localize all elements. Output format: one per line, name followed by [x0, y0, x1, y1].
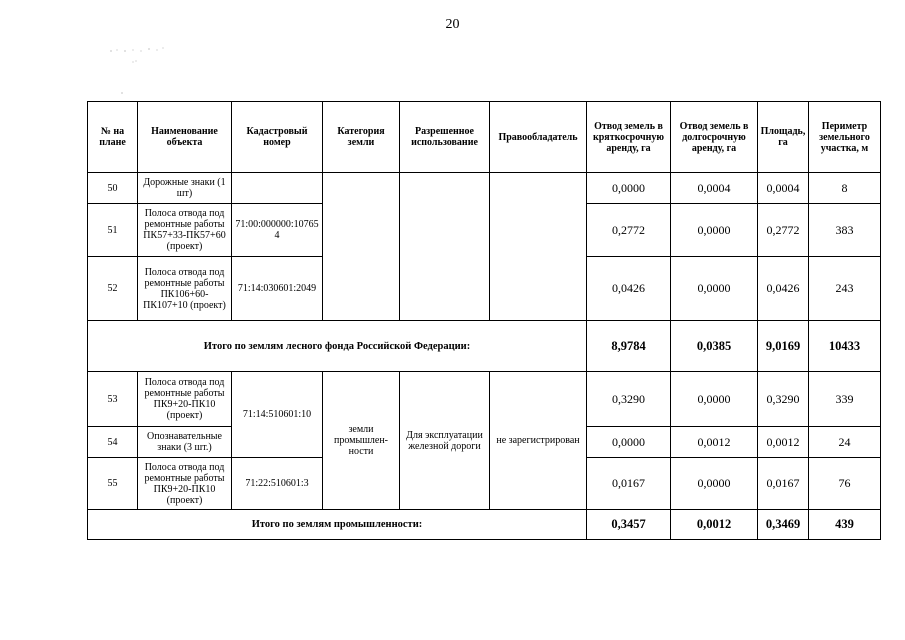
perimeter: 339	[809, 372, 881, 427]
header-long-term-lease: Отвод земель в долгосрочную аренду, га	[671, 102, 758, 173]
area: 0,0167	[758, 458, 809, 510]
header-row	[88, 102, 881, 173]
header-area: Площадь, га	[758, 102, 809, 173]
land-allocation-table	[87, 101, 881, 540]
industry-total-long-term: 0,0012	[671, 510, 758, 540]
plan-number: 55	[88, 458, 138, 510]
forest-total-label: Итого по землям лесного фонда Российской Федерации:	[88, 321, 587, 372]
header-land-category: Категория земли	[323, 102, 400, 173]
forest-total-long-term: 0,0385	[671, 321, 758, 372]
industry-total-short-term: 0,3457	[587, 510, 671, 540]
scan-specks	[105, 45, 175, 105]
plan-number: 51	[88, 204, 138, 257]
plan-number: 52	[88, 257, 138, 321]
industry-total-area: 0,3469	[758, 510, 809, 540]
object-name: Опознавательные знаки (3 шт.)	[138, 427, 232, 458]
long-term-lease: 0,0000	[671, 257, 758, 321]
area: 0,0004	[758, 173, 809, 204]
forest-total-short-term: 8,9784	[587, 321, 671, 372]
header-perimeter: Периметр земельного участка, м	[809, 102, 881, 173]
object-name: Полоса отвода под ремонтные работы ПК9+20-ПК10 (проект)	[138, 458, 232, 510]
cadastral-number	[232, 173, 323, 204]
header-short-term-lease: Отвод земель в кряткосрочную аренду, га	[587, 102, 671, 173]
plan-number: 50	[88, 173, 138, 204]
perimeter: 24	[809, 427, 881, 458]
land-category-cell	[323, 173, 400, 321]
long-term-lease: 0,0000	[671, 458, 758, 510]
object-name: Полоса отвода под ремонтные работы ПК57+33-ПК57+60 (проект)	[138, 204, 232, 257]
industry-total-row	[88, 510, 881, 540]
perimeter: 383	[809, 204, 881, 257]
industry-total-label: Итого по землям промышленности:	[88, 510, 587, 540]
short-term-lease: 0,3290	[587, 372, 671, 427]
short-term-lease: 0,0426	[587, 257, 671, 321]
area: 0,0426	[758, 257, 809, 321]
long-term-lease: 0,0000	[671, 204, 758, 257]
cadastral-number: 71:14:030601:2049	[232, 257, 323, 321]
object-name: Полоса отвода под ремонтные работы ПК9+20-ПК10 (проект)	[138, 372, 232, 427]
cadastral-number: 71:14:510601:10	[232, 372, 323, 458]
forest-total-area: 9,0169	[758, 321, 809, 372]
perimeter: 76	[809, 458, 881, 510]
short-term-lease: 0,0167	[587, 458, 671, 510]
area: 0,2772	[758, 204, 809, 257]
permitted-use-cell	[400, 173, 490, 321]
table-row	[88, 173, 881, 204]
short-term-lease: 0,0000	[587, 427, 671, 458]
cadastral-number: 71:00:000000:107654	[232, 204, 323, 257]
header-owner: Правообладатель	[490, 102, 587, 173]
header-permitted-use: Разрешенное использование	[400, 102, 490, 173]
forest-total-perimeter: 10433	[809, 321, 881, 372]
table-row	[88, 372, 881, 427]
owner-cell	[490, 173, 587, 321]
plan-number: 54	[88, 427, 138, 458]
page-number: 20	[445, 17, 460, 32]
area: 0,0012	[758, 427, 809, 458]
cadastral-number: 71:22:510601:3	[232, 458, 323, 510]
long-term-lease: 0,0012	[671, 427, 758, 458]
plan-number: 53	[88, 372, 138, 427]
short-term-lease: 0,0000	[587, 173, 671, 204]
object-name: Дорожные знаки (1 шт)	[138, 173, 232, 204]
permitted-use: Для эксплуатации железной дороги	[400, 372, 490, 510]
short-term-lease: 0,2772	[587, 204, 671, 257]
object-name: Полоса отвода под ремонтные работы ПК106+60-ПК107+10 (проект)	[138, 257, 232, 321]
long-term-lease: 0,0000	[671, 372, 758, 427]
header-cadastral-number: Кадастровый номер	[232, 102, 323, 173]
header-plan-number: № на плане	[88, 102, 138, 173]
long-term-lease: 0,0004	[671, 173, 758, 204]
owner: не зарегистрирован	[490, 372, 587, 510]
perimeter: 243	[809, 257, 881, 321]
forest-total-row	[88, 321, 881, 372]
perimeter: 8	[809, 173, 881, 204]
area: 0,3290	[758, 372, 809, 427]
industry-total-perimeter: 439	[809, 510, 881, 540]
header-object-name: Наименование объекта	[138, 102, 232, 173]
land-category: земли промышлен-ности	[323, 372, 400, 510]
